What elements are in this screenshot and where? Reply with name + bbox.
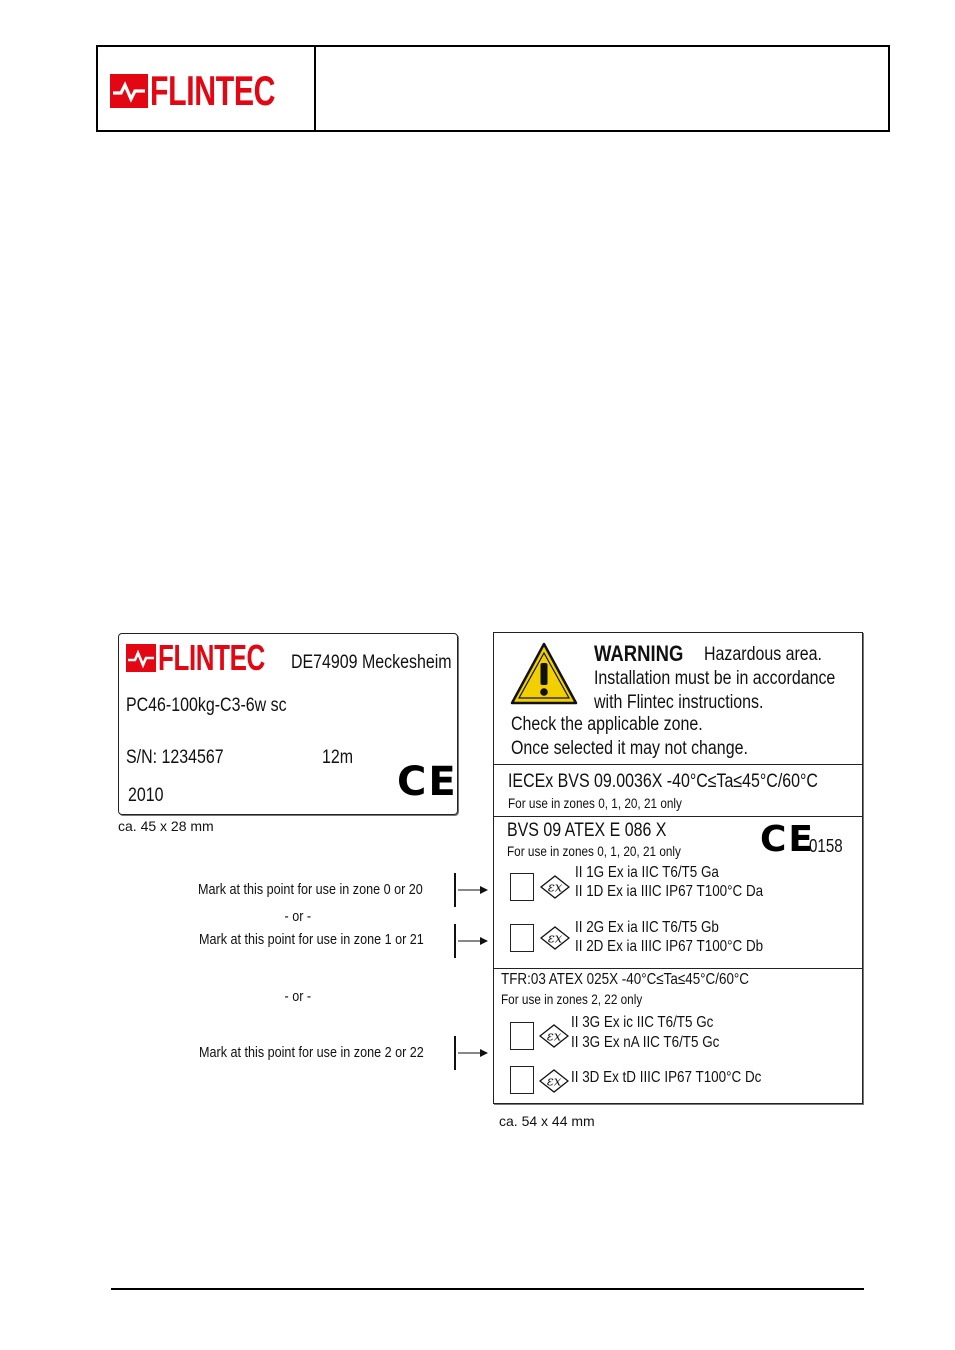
ce-mark: CE <box>397 759 458 805</box>
bracket-line <box>454 873 456 907</box>
bracket-line <box>454 1036 456 1070</box>
warning-triangle-icon <box>509 641 579 707</box>
zone-1-dust-marking: II 2D Ex ia IIIC IP67 T100°C Db <box>575 938 764 955</box>
brand-name: FLINTEC <box>150 67 276 114</box>
label-logo <box>126 637 306 678</box>
zone-1-instruction: Mark at this point for use in zone 1 or 21 <box>199 931 424 948</box>
warning-subtitle: Hazardous area. <box>704 644 822 665</box>
zone-2-gas-marking-na: II 3G Ex nA IIC T6/T5 Gc <box>571 1034 720 1051</box>
zone-0-instruction: Mark at this point for use in zone 0 or 20 <box>198 881 423 898</box>
atex-certificate: BVS 09 ATEX E 086 X <box>507 820 667 841</box>
arrow-right-icon <box>458 1048 488 1058</box>
warning-line-1: Installation must be in accordance <box>594 668 836 689</box>
arrow-right-icon <box>458 936 488 946</box>
zone-0-gas-marking: II 1G Ex ia IIC T6/T5 Ga <box>575 864 719 881</box>
divider <box>494 816 862 817</box>
zone-2-mark-box[interactable] <box>510 1022 534 1050</box>
serial-number: S/N: 1234567 <box>126 747 224 768</box>
warning-line-4: Once selected it may not change. <box>511 738 748 759</box>
ex-icon <box>540 875 570 899</box>
manufacturer-address: DE74909 Meckesheim <box>291 652 452 673</box>
label2-size-caption: ca. 54 x 44 mm <box>499 1113 595 1129</box>
or-separator-1: - or - <box>284 908 312 925</box>
iecex-certificate: IECEx BVS 09.0036X -40°C≤Ta≤45°C/60°C <box>508 771 818 792</box>
warning-title: WARNING <box>594 641 684 666</box>
warning-line-3: Check the applicable zone. <box>511 714 703 735</box>
atex-zones: For use in zones 0, 1, 20, 21 only <box>507 843 681 859</box>
divider <box>494 968 862 969</box>
label1-size-caption: ca. 45 x 28 mm <box>118 818 214 834</box>
iecex-zones: For use in zones 0, 1, 20, 21 only <box>508 795 682 811</box>
flintec-signal-icon <box>126 644 156 672</box>
ex-icon <box>539 1069 569 1093</box>
zone-22-dust-marking: II 3D Ex tD IIIC IP67 T100°C Dc <box>571 1069 762 1086</box>
divider <box>494 764 862 765</box>
type-label-atex <box>493 632 863 1104</box>
zone-0-mark-box[interactable] <box>510 873 534 901</box>
type-label-small <box>118 633 458 815</box>
ce-mark: CE <box>760 819 816 860</box>
arrow-right-icon <box>458 885 488 895</box>
footer-rule <box>111 1288 864 1290</box>
or-separator-2: - or - <box>284 988 312 1005</box>
bracket-line <box>454 924 456 958</box>
ex-icon <box>539 1024 569 1048</box>
header-logo-cell <box>98 47 316 130</box>
zone-1-gas-marking: II 2G Ex ia IIC T6/T5 Gb <box>575 919 719 936</box>
zone-2-instruction: Mark at this point for use in zone 2 or 22 <box>199 1044 424 1061</box>
warning-line-2: with Flintec instructions. <box>594 692 764 713</box>
notified-body-number: 0158 <box>809 836 843 856</box>
zone-1-mark-box[interactable] <box>510 924 534 952</box>
zone-2-gas-marking-ic: II 3G Ex ic IIC T6/T5 Gc <box>571 1014 714 1031</box>
tfr-certificate: TFR:03 ATEX 025X -40°C≤Ta≤45°C/60°C <box>501 971 750 988</box>
brand-name: FLINTEC <box>158 637 265 678</box>
tfr-zones: For use in zones 2, 22 only <box>501 991 643 1007</box>
zone-22-mark-box[interactable] <box>510 1066 534 1094</box>
flintec-signal-icon <box>110 74 148 108</box>
zone-0-dust-marking: II 1D Ex ia IIIC IP67 T100°C Da <box>575 883 764 900</box>
ex-icon <box>540 926 570 950</box>
production-year: 2010 <box>128 785 164 806</box>
page-header <box>96 45 890 132</box>
header-logo <box>110 67 324 114</box>
cable-length: 12m <box>322 747 354 768</box>
model-number: PC46-100kg-C3-6w sc <box>126 695 287 716</box>
